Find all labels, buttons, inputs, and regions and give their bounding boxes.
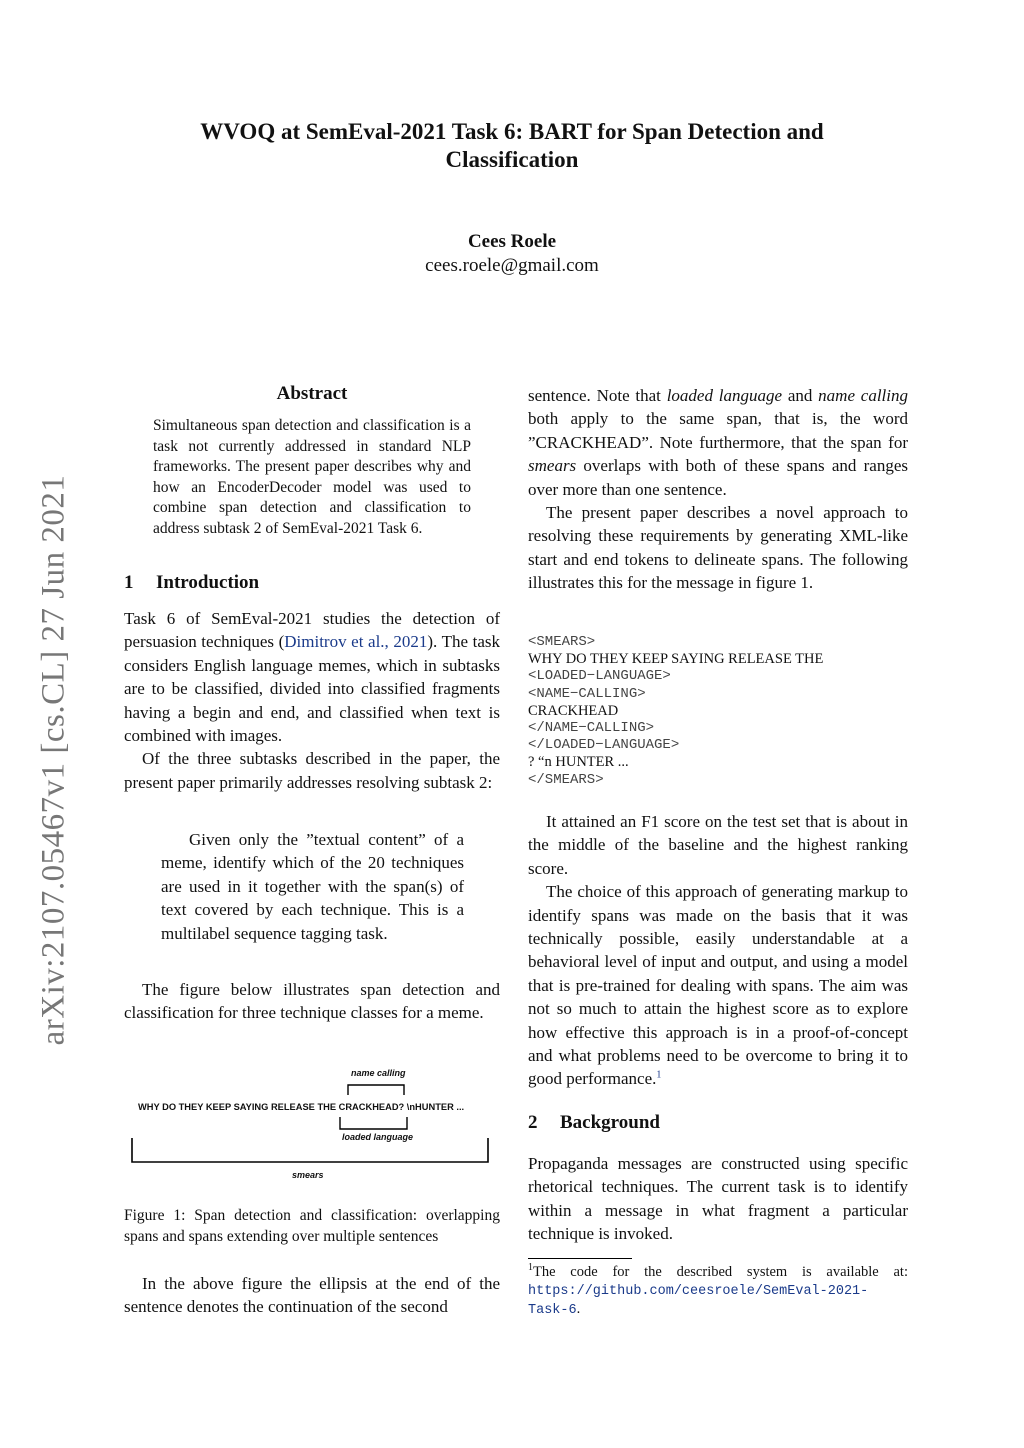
task-quote bbox=[161, 828, 464, 945]
markup-line: </SMEARS> bbox=[528, 771, 604, 788]
intro-body bbox=[124, 607, 500, 794]
right-column-top bbox=[528, 384, 908, 595]
section-2-title: Background bbox=[560, 1112, 660, 1133]
footnote bbox=[528, 1264, 908, 1319]
intro-paragraph-3-block bbox=[124, 978, 500, 1025]
figure-meme-text: WHY DO THEY KEEP SAYING RELEASE THE CRACKHEAD? \nHUNTER ... bbox=[138, 1102, 465, 1112]
title-line-2: Classification bbox=[445, 147, 579, 172]
left-tail-block bbox=[124, 1272, 500, 1319]
footnote-text: The code for the described system is available at: bbox=[533, 1264, 908, 1280]
citation-link[interactable] bbox=[284, 632, 427, 651]
intro-paragraph-2: Of the three subtasks described in the paper, the present paper primarily addresses resolving subtask 2: bbox=[124, 749, 500, 792]
abstract-text: Simultaneous span detection and classification is a task not currently addressed in standard NLP frameworks. The present paper describes why and how an EncoderDecoder model was used to combine span detection and classification to address subtask 2 of SemEval-2021 Task 6. bbox=[153, 417, 471, 537]
citation-author: Dimitrov et al. bbox=[284, 632, 385, 652]
intro-paragraph-3: The figure below illustrates span detection and classification for three technique classes for a meme. bbox=[124, 980, 500, 1023]
rp1-loaded-language: loaded language bbox=[666, 386, 783, 405]
bracket-loaded-language bbox=[340, 1117, 407, 1129]
markup-line: CRACKHEAD bbox=[528, 702, 619, 719]
left-tail-paragraph: In the above figure the ellipsis at the end of the sentence denotes the continuation of the second bbox=[124, 1274, 500, 1317]
rp1-b: and bbox=[782, 386, 819, 405]
author-block bbox=[0, 230, 1024, 278]
markup-line: WHY DO THEY KEEP SAYING RELEASE THE bbox=[528, 651, 824, 668]
background-body bbox=[528, 1152, 908, 1246]
paper-title bbox=[0, 118, 1024, 174]
section-2-number: 2 bbox=[528, 1112, 538, 1133]
section-1-heading bbox=[124, 572, 259, 594]
markup-line: </NAME−CALLING> bbox=[528, 720, 655, 737]
section-1-title: Introduction bbox=[156, 572, 260, 593]
markup-line: <NAME−CALLING> bbox=[528, 685, 646, 702]
intro-p1-end: ). The task considers English language memes, which in subtasks are to be classified, divided into classified fragments having a begin and end, and classified when text is combined with images. bbox=[124, 632, 500, 746]
task-quote-text: Given only the ”textual content” of a meme, identify which of the 20 techniques are used in it together with the span(s) of text covered by each technique. This is a multilabel sequence tagging task. bbox=[161, 830, 464, 943]
footnote-mark: 1 bbox=[528, 1262, 533, 1274]
footnote-rule bbox=[528, 1258, 632, 1259]
figure-1 bbox=[124, 1062, 500, 1190]
rp1-c: both apply to the same span, that is, the word ”CRACKHEAD”. Note furthermore, that the span for bbox=[528, 409, 908, 452]
author-name: Cees Roele bbox=[467, 231, 557, 252]
figure-label-loaded-language: loaded language bbox=[342, 1132, 414, 1142]
footnote-url-link[interactable]: https://github.com/ceesroele/SemEval-2021-Task-6 bbox=[528, 1283, 869, 1318]
markup-line: </LOADED−LANGUAGE> bbox=[528, 737, 680, 754]
citation-separator: , bbox=[384, 632, 394, 652]
markup-line: ? “n HUNTER ... bbox=[528, 754, 629, 771]
markup-example bbox=[528, 634, 908, 789]
rp4-text: The choice of this approach of generating markup to identify spans was made on the basis that it was technically possible, easily understandable at a behavioral level of input and output, and using a model that is pre-trained for dealing with spans. The aim was not so much to attain the highest score as to explore how effective this approach is in a proof-of-concept and what problems need to be overcome to bring it to good performance. bbox=[528, 882, 908, 1089]
right-paragraph-3: It attained an F1 score on the test set that is about in the middle of the baseline and the highest ranking score. bbox=[528, 812, 908, 878]
figure-label-smears: smears bbox=[292, 1170, 324, 1180]
bracket-smears bbox=[132, 1138, 488, 1162]
title-line-1: WVOQ at SemEval-2021 Task 6: BART for Span Detection and bbox=[200, 119, 824, 144]
right-column-middle bbox=[528, 810, 908, 1091]
background-paragraph: Propaganda messages are constructed using specific rhetorical techniques. The current task is to identify within a message in what fragment a particular technique is invoked. bbox=[528, 1154, 908, 1244]
intro-paragraph-1 bbox=[124, 607, 500, 747]
markup-line: <LOADED−LANGUAGE> bbox=[528, 668, 671, 685]
bracket-name-calling bbox=[348, 1085, 404, 1095]
figure-1-caption: Figure 1: Span detection and classification: overlapping spans and spans extending over multiple sentences bbox=[124, 1207, 500, 1245]
citation-year: 2021 bbox=[393, 632, 428, 652]
markup-line: <SMEARS> bbox=[528, 634, 596, 650]
rp1-name-calling: name calling bbox=[818, 386, 909, 405]
section-1-number: 1 bbox=[124, 572, 134, 593]
footnote-end: . bbox=[576, 1300, 581, 1317]
rp1-d: overlaps with both of these spans and ranges over more than one sentence. bbox=[528, 456, 908, 499]
right-paragraph-4 bbox=[528, 880, 908, 1091]
section-2-heading bbox=[528, 1112, 660, 1134]
rp1-smears: smears bbox=[528, 456, 577, 476]
rp1-a: sentence. Note that bbox=[528, 386, 667, 405]
abstract-heading: Abstract bbox=[276, 383, 348, 404]
figure-label-name-calling: name calling bbox=[351, 1068, 406, 1078]
right-paragraph-2: The present paper describes a novel approach to resolving these requirements by generating XML-like start and end tokens to delineate spans. The following illustrates this for the message in figure 1. bbox=[528, 503, 908, 593]
intro-p1-start: Task 6 of SemEval-2021 studies the detection of persuasion techniques ( bbox=[124, 609, 500, 652]
right-paragraph-1 bbox=[528, 384, 908, 501]
author-email: cees.roele@gmail.com bbox=[425, 255, 599, 276]
footnote-reference[interactable]: 1 bbox=[656, 1069, 662, 1081]
arxiv-sidebar-stamp: arXiv:2107.05467v1 [cs.CL] 27 Jun 2021 bbox=[35, 474, 72, 1046]
